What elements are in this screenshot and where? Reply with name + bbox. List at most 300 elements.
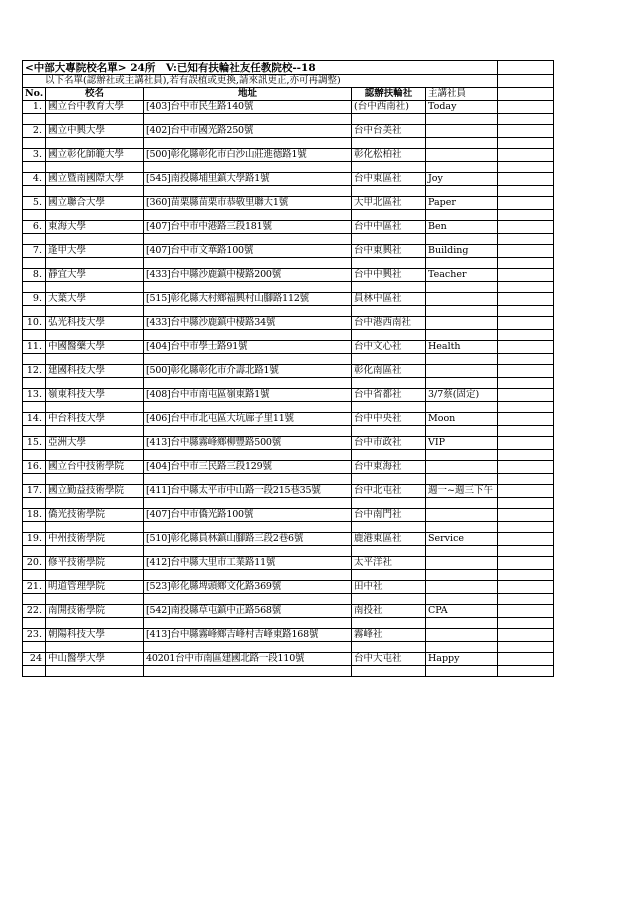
school-name: 國立暨南國際大學 — [46, 173, 144, 186]
spacer-cell — [426, 186, 498, 197]
row-number: 22. — [23, 605, 46, 618]
speaker-member: Service — [426, 533, 498, 546]
speaker-member — [426, 461, 498, 474]
spacer-cell — [46, 642, 144, 653]
spacer-row — [23, 426, 554, 437]
spacer-cell — [426, 234, 498, 245]
row-number: 18. — [23, 509, 46, 522]
spacer-cell — [144, 426, 352, 437]
spacer-row — [23, 306, 554, 317]
spacer-cell — [23, 114, 46, 125]
school-address: 40201台中市南區建國北路一段110號 — [144, 653, 352, 666]
school-name: 大葉大學 — [46, 293, 144, 306]
spacer-cell — [23, 570, 46, 581]
spacer-cell — [23, 666, 46, 677]
spacer-row — [23, 402, 554, 413]
school-address: [523]彰化縣埤頭鄉文化路369號 — [144, 581, 352, 594]
row-number: 9. — [23, 293, 46, 306]
title-row — [23, 61, 554, 75]
spacer-cell — [144, 522, 352, 533]
spacer-cell — [498, 138, 554, 149]
rotary-club: 大甲北區社 — [352, 197, 426, 210]
spacer-cell — [352, 186, 426, 197]
spacer-cell — [352, 522, 426, 533]
spacer-cell — [352, 618, 426, 629]
school-name: 僑光技術學院 — [46, 509, 144, 522]
spacer-row — [23, 522, 554, 533]
empty-cell — [498, 629, 554, 642]
spacer-cell — [426, 666, 498, 677]
spacer-cell — [426, 402, 498, 413]
school-name: 中國醫藥大學 — [46, 341, 144, 354]
school-address: [408]台中市南屯區嶺東路1號 — [144, 389, 352, 402]
table-row — [23, 629, 554, 642]
spacer-cell — [46, 186, 144, 197]
row-number: 2. — [23, 125, 46, 138]
table-row — [23, 605, 554, 618]
spacer-cell — [46, 426, 144, 437]
empty-cell — [498, 317, 554, 330]
school-name: 弘光科技大學 — [46, 317, 144, 330]
header-row — [23, 88, 554, 101]
school-address: [407]台中市中港路三段181號 — [144, 221, 352, 234]
spacer-cell — [46, 234, 144, 245]
spacer-cell — [144, 210, 352, 221]
spacer-cell — [23, 618, 46, 629]
speaker-member: Today — [426, 101, 498, 114]
speaker-member: Paper — [426, 197, 498, 210]
school-address: [500]彰化縣彰化市白沙山莊進德路1號 — [144, 149, 352, 162]
table-row — [23, 365, 554, 378]
spacer-cell — [426, 570, 498, 581]
spacer-cell — [426, 546, 498, 557]
school-address: [360]苗栗縣苗栗市恭敬里聯大1號 — [144, 197, 352, 210]
speaker-member — [426, 509, 498, 522]
school-address: [510]彰化縣員林鎮山腳路三段2巷6號 — [144, 533, 352, 546]
school-name: 國立中興大學 — [46, 125, 144, 138]
school-name: 逢甲大學 — [46, 245, 144, 258]
speaker-member — [426, 149, 498, 162]
table-row — [23, 581, 554, 594]
spacer-cell — [144, 354, 352, 365]
speaker-member: CPA — [426, 605, 498, 618]
school-name: 國立聯合大學 — [46, 197, 144, 210]
table-row — [23, 125, 554, 138]
spacer-cell — [498, 522, 554, 533]
empty-cell — [498, 605, 554, 618]
spacer-row — [23, 354, 554, 365]
speaker-member — [426, 317, 498, 330]
spacer-row — [23, 186, 554, 197]
spacer-cell — [23, 594, 46, 605]
spacer-cell — [23, 546, 46, 557]
table-row — [23, 557, 554, 570]
rotary-club: 台中中興社 — [352, 269, 426, 282]
spacer-cell — [46, 522, 144, 533]
spacer-cell — [144, 162, 352, 173]
spacer-cell — [426, 522, 498, 533]
row-number: 3. — [23, 149, 46, 162]
spacer-cell — [144, 618, 352, 629]
spacer-cell — [498, 354, 554, 365]
spacer-row — [23, 258, 554, 269]
spacer-row — [23, 330, 554, 341]
spacer-row — [23, 450, 554, 461]
empty-cell — [498, 533, 554, 546]
school-address: [411]台中縣太平市中山路一段215巷35號 — [144, 485, 352, 498]
spacer-cell — [426, 354, 498, 365]
rotary-club: 霧峰社 — [352, 629, 426, 642]
empty-cell — [498, 173, 554, 186]
rotary-club: (台中西南社) — [352, 101, 426, 114]
spacer-row — [23, 162, 554, 173]
speaker-member: Teacher — [426, 269, 498, 282]
spacer-cell — [46, 282, 144, 293]
spacer-row — [23, 594, 554, 605]
school-address: [500]彰化縣彰化市介壽北路1號 — [144, 365, 352, 378]
spacer-cell — [498, 330, 554, 341]
spacer-cell — [352, 498, 426, 509]
rotary-club: 彰化松柏社 — [352, 149, 426, 162]
school-address: [403]台中市民生路140號 — [144, 101, 352, 114]
row-number: 19. — [23, 533, 46, 546]
spacer-cell — [352, 234, 426, 245]
spacer-cell — [426, 618, 498, 629]
speaker-member — [426, 581, 498, 594]
spacer-cell — [144, 114, 352, 125]
spacer-cell — [498, 666, 554, 677]
spacer-cell — [352, 330, 426, 341]
spacer-cell — [426, 210, 498, 221]
spacer-cell — [498, 570, 554, 581]
row-number: 5. — [23, 197, 46, 210]
school-address: [402]台中市國光路250號 — [144, 125, 352, 138]
rotary-club: 台中港西南社 — [352, 317, 426, 330]
spacer-cell — [426, 450, 498, 461]
school-name: 中州技術學院 — [46, 533, 144, 546]
spacer-cell — [352, 258, 426, 269]
empty-cell — [498, 437, 554, 450]
speaker-member: Joy — [426, 173, 498, 186]
spacer-cell — [144, 570, 352, 581]
school-name: 國立台中技術學院 — [46, 461, 144, 474]
spacer-cell — [144, 450, 352, 461]
row-number: 24 — [23, 653, 46, 666]
spacer-cell — [352, 306, 426, 317]
spacer-cell — [144, 642, 352, 653]
speaker-member: Ben — [426, 221, 498, 234]
spacer-cell — [46, 450, 144, 461]
spacer-row — [23, 498, 554, 509]
spacer-cell — [498, 258, 554, 269]
speaker-member — [426, 629, 498, 642]
empty-cell — [498, 557, 554, 570]
spacer-cell — [498, 234, 554, 245]
row-number: 7. — [23, 245, 46, 258]
spacer-cell — [426, 426, 498, 437]
spacer-cell — [23, 354, 46, 365]
spacer-cell — [144, 594, 352, 605]
table-row — [23, 269, 554, 282]
spacer-cell — [498, 426, 554, 437]
spacer-cell — [46, 570, 144, 581]
row-number: 17. — [23, 485, 46, 498]
spacer-cell — [23, 282, 46, 293]
school-address: [545]南投縣埔里鎮大學路1號 — [144, 173, 352, 186]
rotary-club: 南投社 — [352, 605, 426, 618]
spacer-cell — [46, 354, 144, 365]
school-address: [413]台中縣霧峰鄉吉峰村吉峰東路168號 — [144, 629, 352, 642]
school-name: 國立彰化師範大學 — [46, 149, 144, 162]
spacer-cell — [46, 498, 144, 509]
empty-cell — [498, 509, 554, 522]
spacer-cell — [426, 282, 498, 293]
rotary-club: 台中東興社 — [352, 245, 426, 258]
spacer-row — [23, 210, 554, 221]
spacer-cell — [144, 474, 352, 485]
school-name: 中山醫學大學 — [46, 653, 144, 666]
empty-cell — [498, 149, 554, 162]
empty-cell — [498, 389, 554, 402]
school-name: 中台科技大學 — [46, 413, 144, 426]
spacer-cell — [144, 546, 352, 557]
empty-cell — [498, 653, 554, 666]
spacer-cell — [46, 474, 144, 485]
rotary-club: 台中北屯社 — [352, 485, 426, 498]
spacer-cell — [46, 330, 144, 341]
row-number: 14. — [23, 413, 46, 426]
spacer-cell — [352, 138, 426, 149]
spacer-row — [23, 114, 554, 125]
header-no: No. — [23, 88, 46, 101]
empty-cell — [498, 485, 554, 498]
spacer-cell — [23, 498, 46, 509]
row-number: 6. — [23, 221, 46, 234]
empty-cell — [498, 461, 554, 474]
row-number: 4. — [23, 173, 46, 186]
empty-cell — [498, 341, 554, 354]
school-name: 朝陽科技大學 — [46, 629, 144, 642]
spacer-cell — [23, 138, 46, 149]
spacer-cell — [498, 162, 554, 173]
spacer-cell — [23, 402, 46, 413]
school-name: 東海大學 — [46, 221, 144, 234]
spacer-cell — [46, 666, 144, 677]
row-number: 1. — [23, 101, 46, 114]
spacer-cell — [23, 522, 46, 533]
row-number: 16. — [23, 461, 46, 474]
spacer-cell — [23, 474, 46, 485]
sheet-subtitle: 以下名單(認辦社或主講社員),若有誤植或更換,請來訊更正,亦可再調整) — [23, 75, 498, 88]
school-address: [407]台中市僑光路100號 — [144, 509, 352, 522]
table-row — [23, 293, 554, 306]
rotary-club: 台中台美社 — [352, 125, 426, 138]
spacer-cell — [46, 378, 144, 389]
spacer-cell — [498, 642, 554, 653]
subtitle-empty-cell — [498, 75, 554, 88]
table-row — [23, 533, 554, 546]
spacer-cell — [426, 498, 498, 509]
spacer-row — [23, 618, 554, 629]
spacer-cell — [498, 618, 554, 629]
spacer-row — [23, 474, 554, 485]
spacer-cell — [46, 618, 144, 629]
spacer-cell — [352, 114, 426, 125]
speaker-member: 3/7蔡(固定) — [426, 389, 498, 402]
row-number: 13. — [23, 389, 46, 402]
row-number: 8. — [23, 269, 46, 282]
row-number: 10. — [23, 317, 46, 330]
school-address: [413]台中縣霧峰鄉柳豐路500號 — [144, 437, 352, 450]
spacer-cell — [498, 546, 554, 557]
spacer-cell — [23, 330, 46, 341]
spacer-cell — [352, 570, 426, 581]
spacer-cell — [426, 378, 498, 389]
table-row — [23, 221, 554, 234]
table-row — [23, 653, 554, 666]
table-row — [23, 173, 554, 186]
row-number: 11. — [23, 341, 46, 354]
empty-cell — [498, 245, 554, 258]
table-row — [23, 101, 554, 114]
spacer-cell — [498, 114, 554, 125]
school-address: [542]南投縣草屯鎮中正路568號 — [144, 605, 352, 618]
spacer-row — [23, 234, 554, 245]
speaker-member — [426, 557, 498, 570]
spacer-cell — [352, 474, 426, 485]
school-address: [433]台中縣沙鹿鎮中棲路34號 — [144, 317, 352, 330]
spacer-cell — [144, 186, 352, 197]
rotary-club: 台中文心社 — [352, 341, 426, 354]
rotary-club: 台中南門社 — [352, 509, 426, 522]
spacer-cell — [352, 450, 426, 461]
school-table — [22, 60, 554, 677]
spacer-cell — [498, 282, 554, 293]
spacer-cell — [144, 666, 352, 677]
spacer-cell — [23, 210, 46, 221]
school-address: [406]台中市北屯區大坑廍子里11號 — [144, 413, 352, 426]
empty-cell — [498, 365, 554, 378]
empty-cell — [498, 221, 554, 234]
spacer-cell — [426, 258, 498, 269]
spacer-cell — [144, 234, 352, 245]
spacer-cell — [352, 162, 426, 173]
spacer-cell — [352, 402, 426, 413]
spacer-row — [23, 642, 554, 653]
spacer-cell — [23, 426, 46, 437]
row-number: 15. — [23, 437, 46, 450]
rotary-club: 台中市政社 — [352, 437, 426, 450]
rotary-club: 台中東海社 — [352, 461, 426, 474]
spacer-row — [23, 138, 554, 149]
header-empty-cell — [498, 88, 554, 101]
empty-cell — [498, 269, 554, 282]
spacer-cell — [352, 642, 426, 653]
spacer-cell — [46, 210, 144, 221]
school-name: 嶺東科技大學 — [46, 389, 144, 402]
table-row — [23, 509, 554, 522]
table-row — [23, 245, 554, 258]
spacer-cell — [426, 162, 498, 173]
spacer-cell — [23, 642, 46, 653]
spacer-cell — [46, 138, 144, 149]
header-name: 校名 — [46, 88, 144, 101]
spacer-cell — [498, 306, 554, 317]
spacer-row — [23, 378, 554, 389]
speaker-member: Health — [426, 341, 498, 354]
spacer-cell — [23, 306, 46, 317]
spacer-row — [23, 282, 554, 293]
table-row — [23, 437, 554, 450]
empty-cell — [498, 125, 554, 138]
spacer-cell — [144, 282, 352, 293]
spacer-cell — [46, 594, 144, 605]
spacer-cell — [144, 258, 352, 269]
spacer-cell — [426, 642, 498, 653]
spacer-cell — [498, 474, 554, 485]
empty-cell — [498, 101, 554, 114]
spacer-cell — [144, 378, 352, 389]
table-row — [23, 317, 554, 330]
school-list-sheet — [22, 60, 553, 677]
table-row — [23, 389, 554, 402]
spacer-cell — [498, 402, 554, 413]
rotary-club: 太平洋社 — [352, 557, 426, 570]
spacer-cell — [352, 666, 426, 677]
school-address: [433]台中縣沙鹿鎮中棲路200號 — [144, 269, 352, 282]
table-row — [23, 149, 554, 162]
spacer-cell — [46, 114, 144, 125]
empty-cell — [498, 413, 554, 426]
spacer-cell — [23, 162, 46, 173]
spacer-cell — [23, 450, 46, 461]
spacer-cell — [426, 138, 498, 149]
school-name: 國立勤益技術學院 — [46, 485, 144, 498]
speaker-member: VIP — [426, 437, 498, 450]
speaker-member — [426, 293, 498, 306]
rotary-club: 員林中區社 — [352, 293, 426, 306]
header-club: 認辦扶輪社 — [352, 88, 426, 101]
rotary-club: 台中大屯社 — [352, 653, 426, 666]
empty-cell — [498, 197, 554, 210]
spacer-cell — [23, 186, 46, 197]
school-name: 南開技術學院 — [46, 605, 144, 618]
spacer-cell — [352, 378, 426, 389]
spacer-cell — [23, 378, 46, 389]
header-address: 地址 — [144, 88, 352, 101]
empty-cell — [498, 581, 554, 594]
speaker-member: 週一~週三下午 — [426, 485, 498, 498]
spacer-cell — [144, 402, 352, 413]
spacer-cell — [46, 546, 144, 557]
spacer-cell — [352, 426, 426, 437]
spacer-cell — [426, 594, 498, 605]
sheet-title: <中部大專院校名單> 24所 V:已知有扶輪社友任教院校--18 — [23, 61, 498, 75]
spacer-cell — [498, 594, 554, 605]
spacer-cell — [46, 258, 144, 269]
school-address: [515]彰化縣大村鄉福興村山腳路112號 — [144, 293, 352, 306]
spacer-cell — [144, 498, 352, 509]
school-address: [404]台中市三民路三段129號 — [144, 461, 352, 474]
table-row — [23, 341, 554, 354]
rotary-club: 台中中區社 — [352, 221, 426, 234]
spacer-cell — [498, 450, 554, 461]
school-name: 建國科技大學 — [46, 365, 144, 378]
rotary-club: 台中東區社 — [352, 173, 426, 186]
row-number: 23. — [23, 629, 46, 642]
spacer-cell — [46, 402, 144, 413]
spacer-cell — [352, 546, 426, 557]
